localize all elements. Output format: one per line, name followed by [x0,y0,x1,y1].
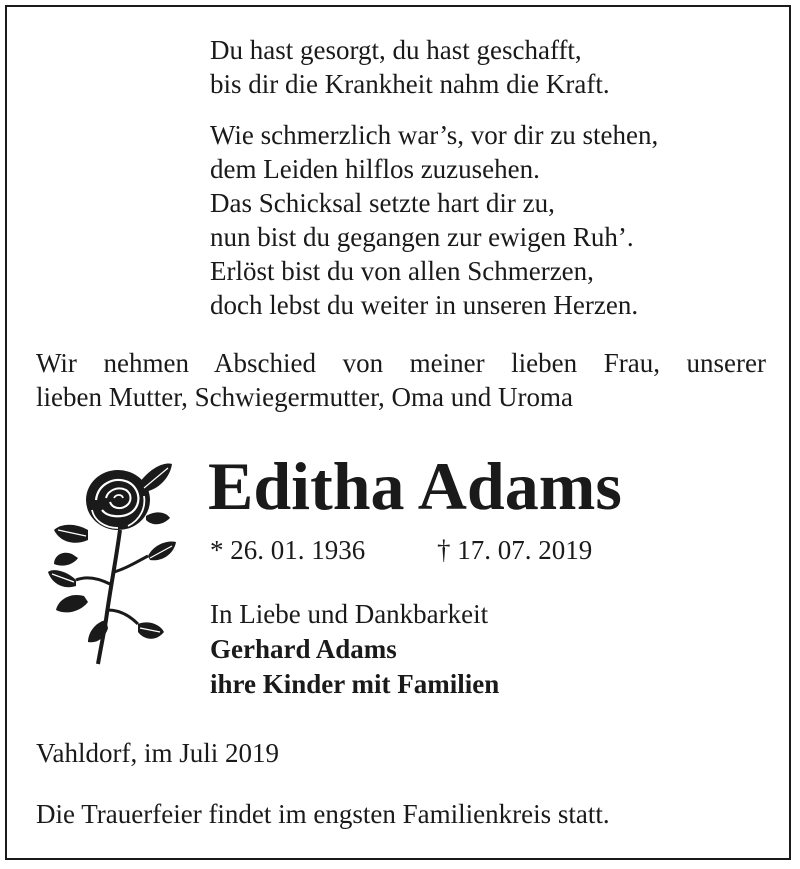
farewell-line: lieben Mutter, Schwiegermutter, Oma und Uroma [36,382,573,412]
farewell-line: Wir nehmen Abschied von meiner lieben Frau, unserer [36,348,766,378]
rose-icon [48,460,178,665]
mourners-intro: In Liebe und Dankbarkeit [210,599,489,629]
place-date: Vahldorf, im Juli 2019 [36,738,279,768]
poem-line: Wie schmerzlich war’s, vor dir zu stehen, [210,120,659,150]
deceased-name: Editha Adams [208,448,622,524]
poem-line: nun bist du gegangen zur ewigen Ruh’. [210,222,634,252]
poem-line: Erlöst bist du von allen Schmerzen, [210,256,594,286]
poem-line: Du hast gesorgt, du hast geschafft, [210,35,582,65]
birth-date: * 26. 01. 1936 [210,535,366,565]
poem-line: dem Leiden hilflos zuzusehen. [210,154,540,184]
mourner-spouse: Gerhard Adams [210,634,397,664]
poem-line: bis dir die Krankheit nahm die Kraft. [210,69,610,99]
poem-line: Das Schicksal setzte hart dir zu, [210,188,555,218]
funeral-note: Die Trauerfeier findet im engsten Familienkreis statt. [36,799,610,829]
death-date: † 17. 07. 2019 [437,535,593,565]
poem-line: doch lebst du weiter in unseren Herzen. [210,290,639,320]
mourner-family: ihre Kinder mit Familien [210,669,500,699]
